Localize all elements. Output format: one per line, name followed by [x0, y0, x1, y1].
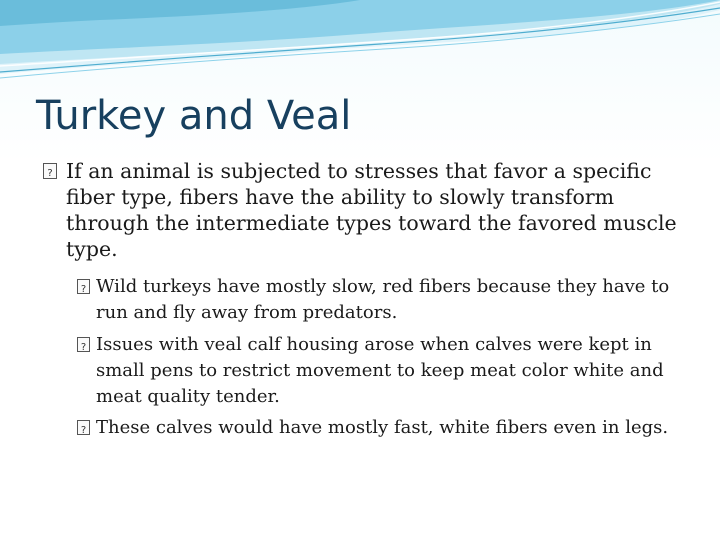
bullet-icon: [77, 337, 90, 352]
bullet-icon: [77, 420, 90, 435]
bullet-text: Wild turkeys have mostly slow, red fibers because they have to run and fly away from predators.: [96, 276, 670, 323]
bullet-icon: [43, 163, 57, 179]
bullet-text: These calves would have mostly fast, white fibers even in legs.: [96, 417, 669, 438]
sub-bullet-item: [96, 332, 696, 410]
bullet-item: [66, 158, 686, 262]
bullet-icon: [77, 279, 90, 294]
bullet-text: Issues with veal calf housing arose when calves were kept in small pens to restrict movement to keep meat color white and meat quality tender.: [96, 334, 664, 407]
sub-bullet-item: [96, 274, 696, 326]
sub-bullet-item: [96, 415, 696, 441]
bullet-text: If an animal is subjected to stresses that favor a specific fiber type, fibers have the ability to slowly transform through the intermediate types toward the favored muscle type.: [66, 159, 677, 261]
slide-title: Turkey and Veal: [36, 93, 352, 139]
